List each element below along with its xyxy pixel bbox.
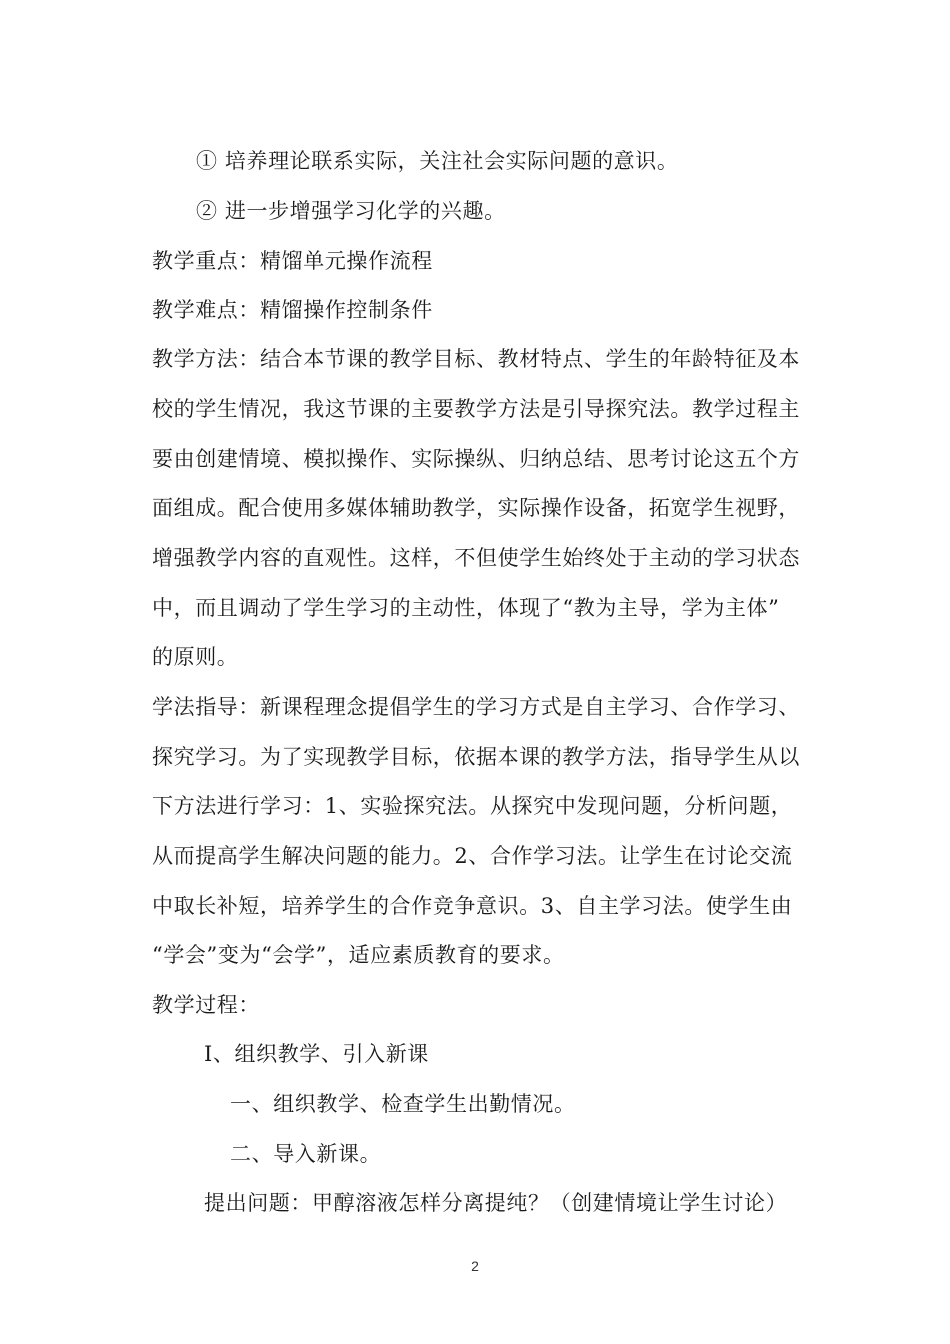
study-guidance-line: 中取长补短，培养学生的合作竞争意识。3、自主学习法。使学生由 [152, 894, 793, 918]
teaching-method-line: 教学方法：结合本节课的教学目标、教材特点、学生的年龄特征及本 [152, 347, 800, 371]
study-guidance-line: 探究学习。为了实现教学目标，依据本课的教学方法，指导学生从以 [152, 745, 800, 769]
objective-item: ① 培养理论联系实际，关注社会实际问题的意识。 [196, 149, 679, 173]
teaching-method-line: 要由创建情境、模拟操作、实际操纵、归纳总结、思考讨论这五个方 [152, 447, 800, 471]
study-guidance-line: 从而提高学生解决问题的能力。2、合作学习法。让学生在讨论交流 [152, 844, 793, 868]
study-guidance-line: 学法指导：新课程理念提倡学生的学习方式是自主学习、合作学习、 [152, 695, 800, 719]
teaching-method-line: 校的学生情况，我这节课的主要教学方法是引导探究法。教学过程主 [152, 397, 800, 421]
study-guidance-line: 下方法进行学习：1、实验探究法。从探究中发现问题，分析问题， [152, 794, 793, 818]
step-item: 一、组织教学、检查学生出勤情况。 [230, 1092, 576, 1116]
teaching-method-line: 面组成。配合使用多媒体辅助教学，实际操作设备，拓宽学生视野， [152, 496, 800, 520]
difficult-point: 教学难点：精馏操作控制条件 [152, 298, 433, 322]
study-guidance-line: “学会”变为“会学”，适应素质教育的要求。 [152, 943, 565, 967]
objective-item: ② 进一步增强学习化学的兴趣。 [196, 199, 506, 223]
teaching-method-line: 的原则。 [152, 645, 239, 669]
page-number: 2 [471, 1258, 479, 1274]
key-point: 教学重点：精馏单元操作流程 [152, 249, 433, 273]
teaching-method-line: 增强教学内容的直观性。这样，不但使学生始终处于主动的学习状态 [152, 546, 800, 570]
process-heading: 教学过程： [152, 993, 260, 1017]
step-item: 二、导入新课。 [230, 1142, 382, 1166]
teaching-method-line: 中，而且调动了学生学习的主动性，体现了“教为主导，学为主体” [152, 596, 780, 620]
question-text: 提出问题：甲醇溶液怎样分离提纯？（创建情境让学生讨论） [204, 1191, 788, 1215]
section-heading: Ⅰ、组织教学、引入新课 [204, 1042, 429, 1066]
